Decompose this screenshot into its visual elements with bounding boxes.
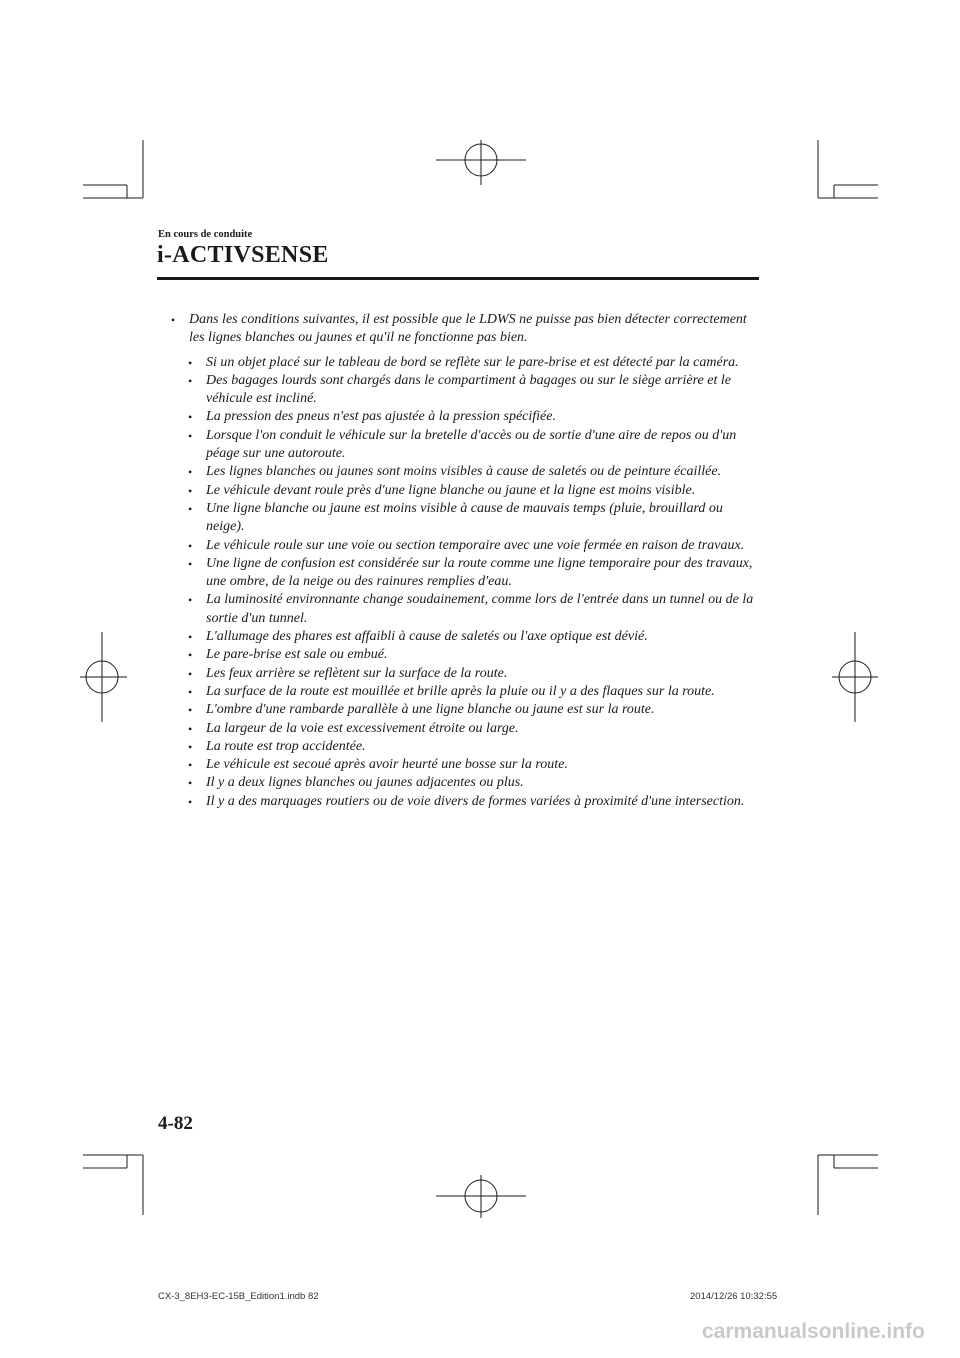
- bullet-icon: •: [188, 410, 193, 425]
- bullet-icon: •: [188, 593, 193, 608]
- list-item-text: L'ombre d'une rambarde parallèle à une ligne blanche ou jaune est sur la route.: [206, 702, 655, 718]
- bullet-icon: •: [188, 483, 193, 498]
- list-item: [177, 646, 760, 664]
- list-item-main: [160, 311, 760, 348]
- bullet-icon: •: [188, 630, 193, 645]
- section-label: En cours de conduite: [158, 229, 253, 240]
- bullet-icon: •: [188, 373, 193, 388]
- list-item: [177, 774, 760, 792]
- list-item: [177, 537, 760, 555]
- list-item-text: L'allumage des phares est affaibli à cause de saletés ou l'axe optique est dévié.: [206, 629, 648, 645]
- page-number: 4-82: [158, 1113, 193, 1134]
- list-item: [177, 701, 760, 719]
- list-item: [177, 665, 760, 683]
- registration-mark-left: [80, 632, 127, 722]
- bullet-icon: •: [188, 538, 193, 553]
- main-item-text: Dans les conditions suivantes, il est possible que le LDWS ne puisse pas bien détecter correctement les lignes blanches ou jaunes et qu'il ne fonctionne pas bien.: [189, 312, 747, 346]
- content-body: [160, 311, 760, 811]
- bullet-icon: •: [188, 721, 193, 736]
- bullet-icon: •: [188, 758, 193, 773]
- bullet-icon: •: [188, 501, 193, 516]
- list-item-text: Lorsque l'on conduit le véhicule sur la bretelle d'accès ou de sortie d'une aire de repos ou d'un péage sur une autoroute.: [206, 427, 737, 462]
- list-item-text: Le véhicule devant roule près d'une ligne blanche ou jaune et la ligne est moins visible.: [206, 482, 696, 498]
- list-item: [177, 756, 760, 774]
- list-item-text: Le véhicule roule sur une voie ou section temporaire avec une voie fermée en raison de travaux.: [206, 537, 745, 553]
- registration-mark-top: [436, 140, 526, 185]
- list-item: [177, 628, 760, 646]
- list-item-text: La surface de la route est mouillée et brille après la pluie ou il y a des flaques sur la route.: [206, 683, 715, 699]
- list-item-text: La route est trop accidentée.: [206, 738, 366, 754]
- list-item-text: Le véhicule est secoué après avoir heurté une bosse sur la route.: [206, 757, 568, 773]
- list-item-text: Il y a deux lignes blanches ou jaunes adjacentes ou plus.: [206, 775, 524, 791]
- watermark: carmanualsonline.info: [702, 1320, 925, 1343]
- list-item-text: Le pare-brise est sale ou embué.: [206, 647, 388, 663]
- footer-timestamp: 2014/12/26 10:32:55: [690, 1291, 778, 1302]
- list-item: [177, 372, 760, 409]
- list-item: [177, 463, 760, 481]
- list-item-text: Il y a des marquages routiers ou de voie divers de formes variées à proximité d'une intersection.: [206, 793, 745, 809]
- footer-filename: CX-3_8EH3-EC-15B_Edition1.indb 82: [158, 1291, 319, 1302]
- list-item-text: Une ligne de confusion est considérée sur la route comme une ligne temporaire pour des travaux, une ombre, de la neige ou des rainures remplies d'eau.: [206, 555, 753, 590]
- list-item-text: La pression des pneus n'est pas ajustée à la pression spécifiée.: [206, 409, 556, 425]
- list-item: [177, 555, 760, 592]
- bullet-icon: •: [188, 739, 193, 754]
- list-item-text: Des bagages lourds sont chargés dans le compartiment à bagages ou sur le siège arrière et le véhicule est incliné.: [206, 372, 731, 407]
- bullet-icon: •: [188, 703, 193, 718]
- bullet-icon: •: [188, 776, 193, 791]
- registration-mark-right: [832, 632, 878, 722]
- condition-list: [160, 354, 760, 811]
- bullet-icon: •: [188, 465, 193, 480]
- bullet-icon: •: [188, 428, 193, 443]
- bullet-icon: •: [188, 794, 193, 809]
- list-item: [177, 738, 760, 756]
- list-item: [177, 482, 760, 500]
- title-rule: [157, 277, 759, 280]
- list-item-text: La largeur de la voie est excessivement étroite ou large.: [206, 720, 519, 736]
- list-item-text: Les feux arrière se reflètent sur la surface de la route.: [206, 665, 508, 681]
- bullet-icon: •: [171, 313, 176, 327]
- bullet-icon: •: [188, 684, 193, 699]
- list-item: [177, 354, 760, 372]
- bullet-icon: •: [188, 556, 193, 571]
- bullet-icon: •: [188, 648, 193, 663]
- list-item: [177, 427, 760, 464]
- bullet-icon: •: [188, 666, 193, 681]
- list-item: [177, 720, 760, 738]
- list-item-text: La luminosité environnante change soudainement, comme lors de l'entrée dans un tunnel ou de la sortie d'un tunnel.: [206, 592, 754, 626]
- list-item: [177, 591, 760, 628]
- page-title: i-ACTIVSENSE: [157, 242, 329, 268]
- list-item-text: Une ligne blanche ou jaune est moins visible à cause de mauvais temps (pluie, brouillard ou neige).: [206, 500, 723, 535]
- list-item: [177, 793, 760, 811]
- list-item-text: Les lignes blanches ou jaunes sont moins visibles à cause de saletés ou de peinture écaillée.: [206, 464, 722, 480]
- registration-mark-bottom: [436, 1175, 526, 1218]
- list-item: [177, 500, 760, 537]
- list-item: [177, 683, 760, 701]
- bullet-icon: •: [188, 355, 193, 370]
- list-item: [177, 408, 760, 426]
- list-item-text: Si un objet placé sur le tableau de bord se reflète sur le pare-brise et est détecté par la caméra.: [206, 354, 739, 370]
